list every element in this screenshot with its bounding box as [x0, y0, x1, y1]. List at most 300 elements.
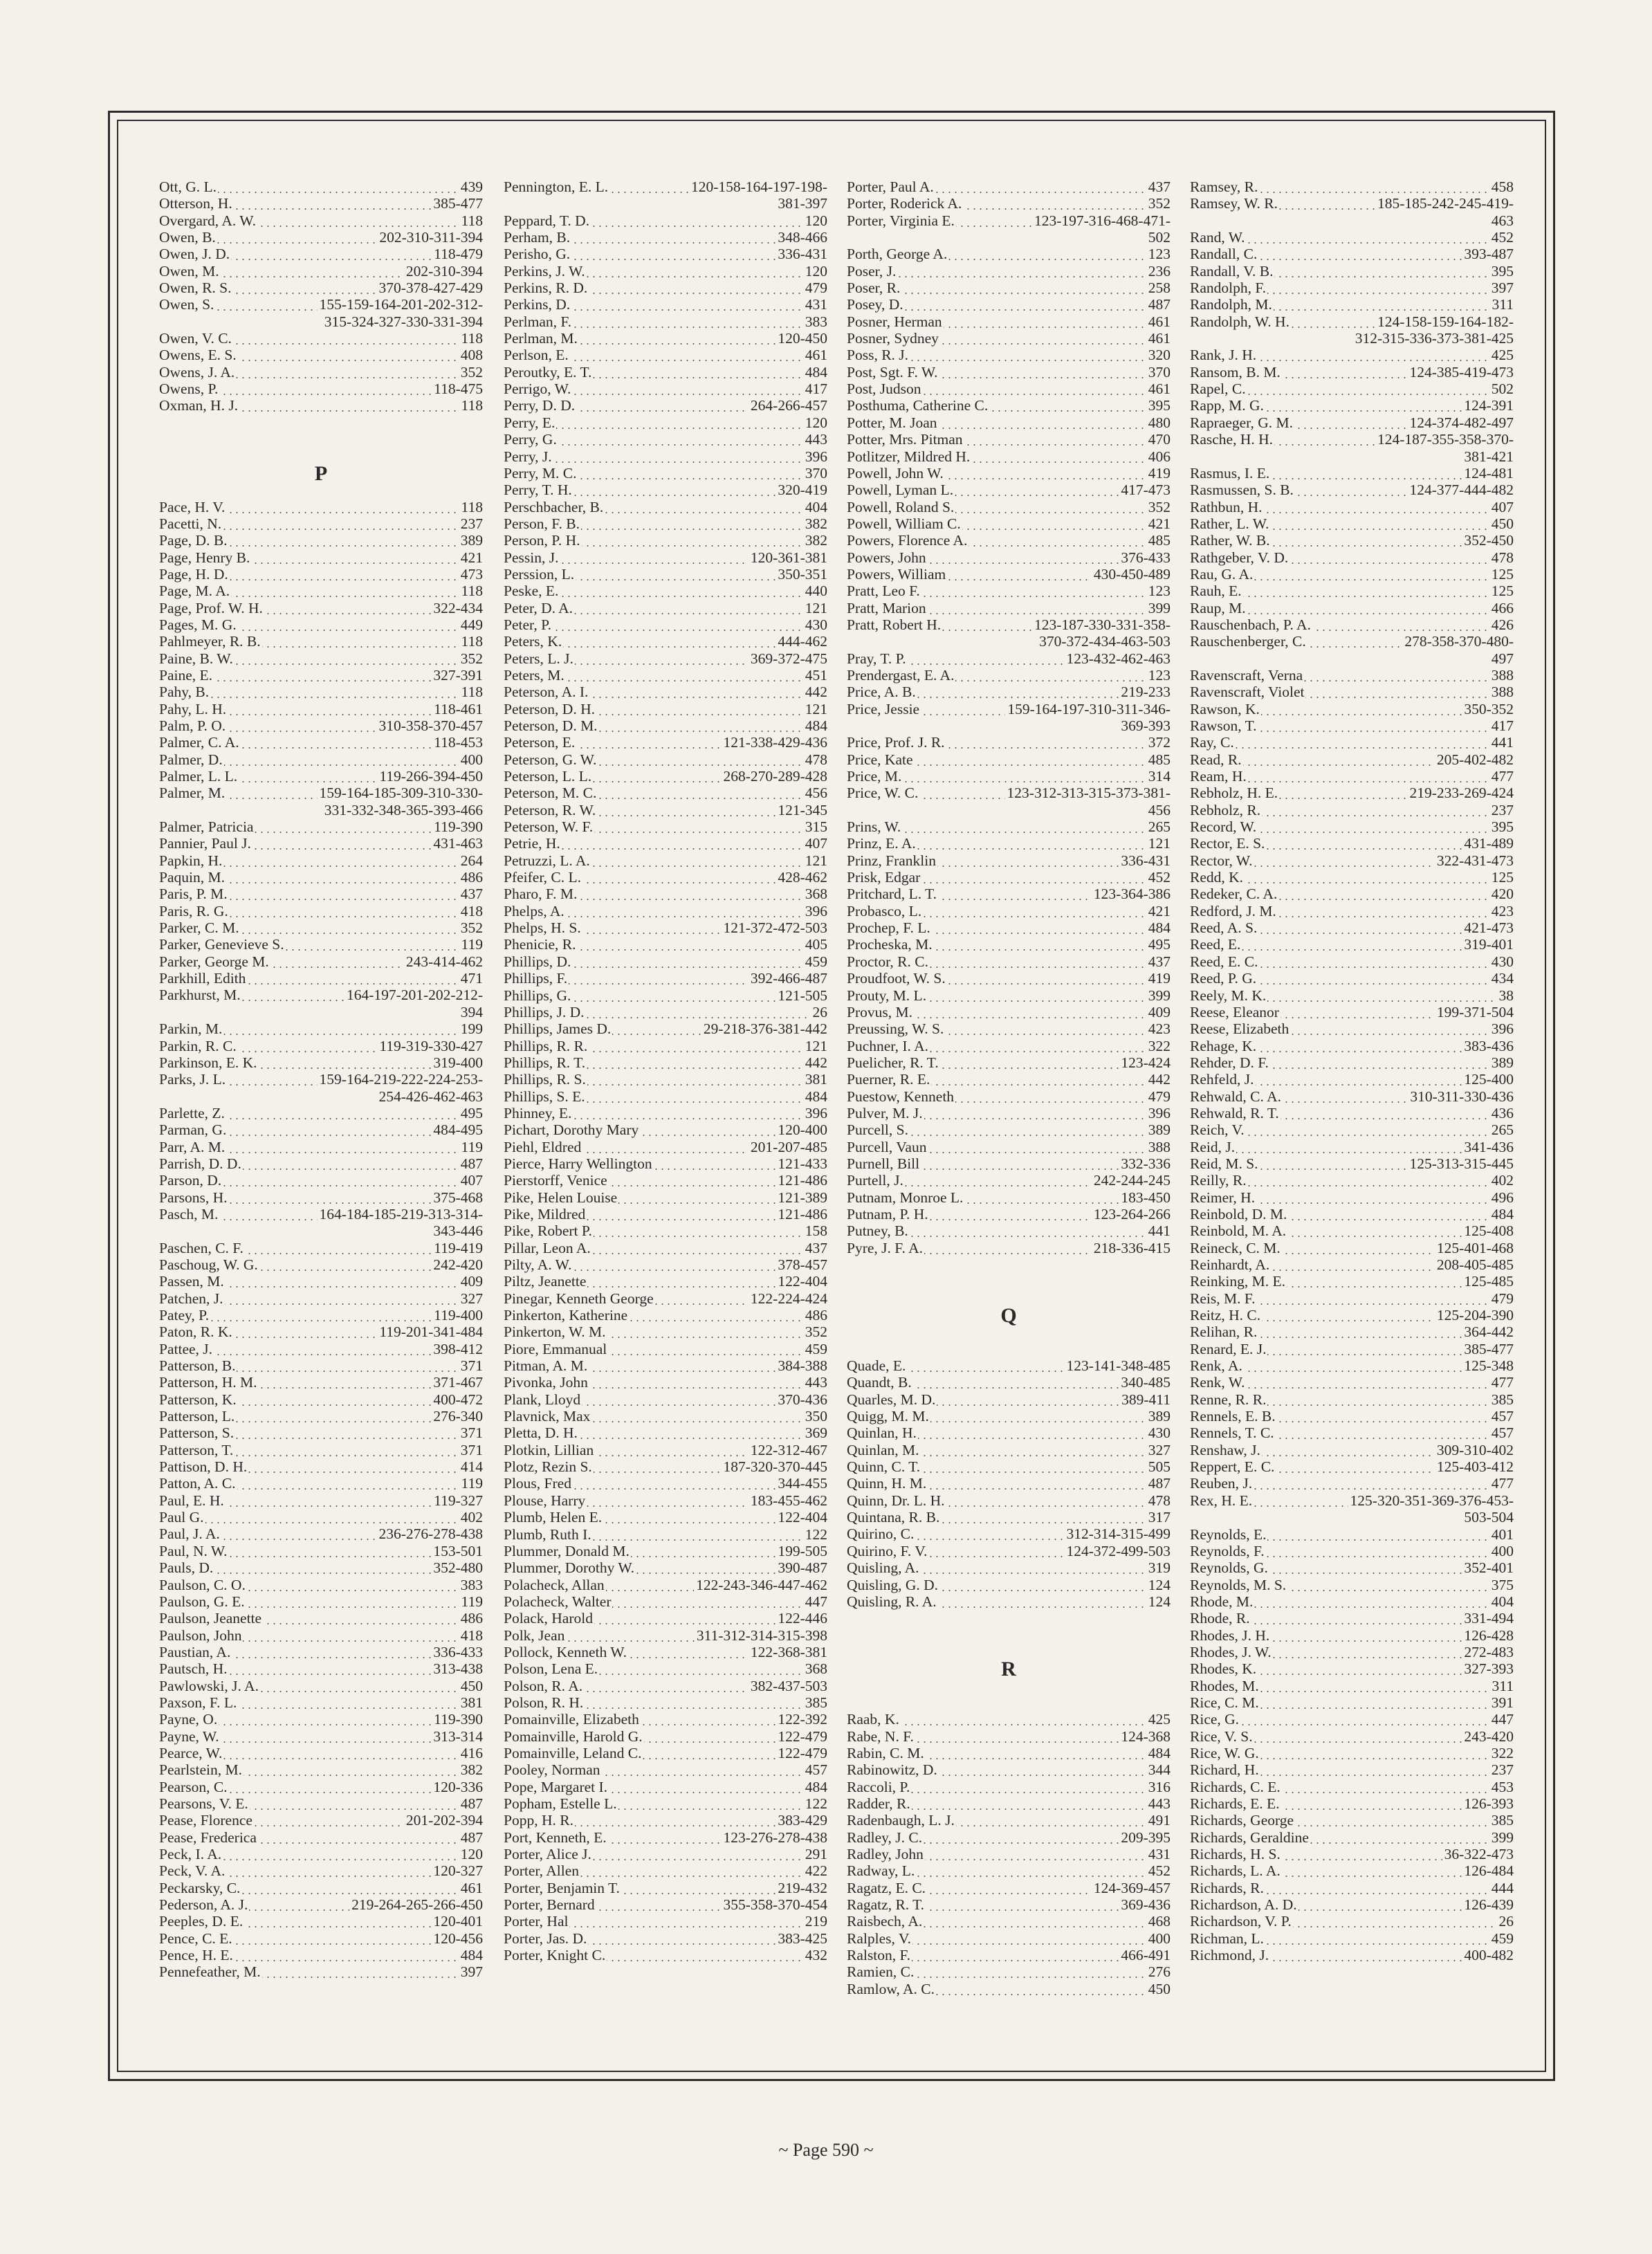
index-entry [504, 717, 827, 734]
index-entry [504, 1020, 827, 1037]
entry-name: Rector, E. S. [1190, 835, 1265, 852]
index-entry [847, 1374, 1171, 1391]
page-references: 119-419 [432, 1240, 483, 1256]
index-entry [847, 515, 1171, 532]
page-references: 395 [1146, 397, 1171, 414]
page-references: 264-266-457 [749, 397, 827, 414]
entry-name: Preussing, W. S. [847, 1020, 944, 1038]
entry-name: Rebholz, H. E. [1190, 785, 1278, 802]
entry-name: Pillar, Leon A. [504, 1239, 591, 1256]
page-references: 382 [803, 532, 827, 549]
index-entry [159, 1020, 483, 1037]
page-references: 450 [459, 1678, 483, 1694]
entry-name: Richards, H. S. [1190, 1846, 1281, 1863]
index-entry [504, 515, 827, 532]
entry-name: Reimer, H. [1190, 1189, 1256, 1206]
index-entry [1190, 1020, 1514, 1037]
index-entry [504, 818, 827, 835]
index-entry [847, 1745, 1171, 1761]
entry-name: Perlson, E. [504, 347, 569, 364]
page-references: 406 [1146, 448, 1171, 465]
page-references: 401 [1489, 1526, 1514, 1543]
page-references: 336-431 [775, 246, 827, 262]
entry-name: Rabinowitz, D. [847, 1761, 937, 1779]
entry-name: Patton, A. C. [159, 1475, 236, 1492]
page-references: 309-310-402 [1435, 1442, 1514, 1458]
page-references: 124-374-482-497 [1408, 414, 1514, 431]
page-references: 120 [803, 263, 827, 280]
page-references: 125 [1489, 566, 1514, 583]
page-references: 395 [1489, 263, 1514, 280]
page-references: 237 [1489, 1761, 1514, 1778]
index-entry [847, 1577, 1171, 1593]
page-references: 407 [803, 835, 827, 852]
index-entry [159, 751, 483, 768]
page-references: 164-197-201-202-212- [345, 987, 483, 1003]
index-entry [1190, 987, 1514, 1004]
index-entry [159, 1105, 483, 1121]
page-references: 441 [1146, 1222, 1171, 1239]
entry-name: Radway, L. [847, 1862, 915, 1880]
index-entry [504, 1458, 827, 1475]
entry-name: Prinz, E. A. [847, 835, 916, 852]
entry-name: Phillips, F. [504, 970, 568, 987]
index-entry [159, 212, 483, 229]
index-entry [504, 1728, 827, 1745]
page-references: 125-320-351-369-376-453- [1348, 1492, 1514, 1509]
index-entry [504, 886, 827, 902]
index-entry [159, 1880, 483, 1896]
entry-name: Raup, M. [1190, 599, 1246, 616]
index-entry [847, 1038, 1171, 1054]
index-entry-continuation: 331-332-348-365-393-466 [324, 801, 483, 818]
index-entry [159, 246, 483, 262]
index-entry [1190, 178, 1514, 195]
page-references: 352-450 [1462, 532, 1514, 549]
page-references: 26 [811, 1004, 828, 1020]
page-references: 122 [803, 1526, 827, 1543]
entry-name: Polack, Harold [504, 1610, 593, 1627]
page-references: 468 [1146, 1913, 1171, 1930]
page-references: 153-501 [431, 1543, 483, 1559]
page-references: 417 [1489, 717, 1514, 734]
entry-name: Paul, J. A. [159, 1525, 220, 1543]
index-entry [847, 499, 1171, 515]
page-references: 432 [803, 1947, 827, 1963]
index-entry [504, 1408, 827, 1424]
index-entry [504, 1189, 827, 1206]
entry-name: Pierce, Harry Wellington [504, 1155, 652, 1172]
page-references: 383-436 [1462, 1038, 1514, 1054]
page-references: 121 [803, 852, 827, 869]
page-references: 495 [1146, 936, 1171, 953]
index-entry [504, 1779, 827, 1795]
index-entry [1190, 1644, 1514, 1660]
page-references: 418 [459, 903, 483, 919]
index-entry [1190, 1930, 1514, 1947]
index-entry [159, 1038, 483, 1054]
page-references: 201-202-394 [404, 1812, 483, 1829]
page-references: 400 [459, 751, 483, 768]
index-entry [504, 1139, 827, 1155]
page-references: 272-483 [1462, 1644, 1514, 1660]
entry-name: Pike, Mildred [504, 1205, 586, 1222]
page-references: 478 [1489, 549, 1514, 566]
page-references: 404 [1489, 1593, 1514, 1610]
index-entry [504, 616, 827, 633]
page-references: 443 [803, 1374, 827, 1391]
page-references: 451 [803, 667, 827, 684]
index-entry [504, 431, 827, 448]
page-references: 370 [803, 465, 827, 482]
entry-name: Porter, Alice J. [504, 1846, 591, 1863]
page-number-footer: ~ Page 590 ~ [778, 2140, 874, 2160]
page-references: 402 [1489, 1172, 1514, 1189]
index-entry [1190, 296, 1514, 313]
entry-name: Radley, John [847, 1845, 924, 1862]
index-entry [159, 1795, 483, 1812]
entry-name: Peck, V. A. [159, 1862, 226, 1880]
index-entry [1190, 1678, 1514, 1694]
index-entry [159, 684, 483, 700]
page-references: 341-436 [1462, 1139, 1514, 1155]
entry-name: Petruzzi, L. A. [504, 852, 590, 869]
index-entry [159, 936, 483, 953]
page-references: 371 [459, 1442, 483, 1458]
page-references: 121-486 [775, 1206, 827, 1222]
entry-name: Pratt, Leo F. [847, 583, 920, 600]
index-entry [159, 1543, 483, 1559]
entry-name: Rawson, T. [1190, 717, 1257, 734]
page-references: 352-401 [1462, 1559, 1514, 1576]
index-entry [159, 1172, 483, 1189]
index-entry-continuation: 503-504 [1464, 1509, 1514, 1526]
entry-name: Rice, W. G. [1190, 1744, 1259, 1761]
entry-name: Reed, E. [1190, 936, 1241, 953]
entry-name: Owen, V. C. [159, 330, 232, 347]
index-entry-continuation: 394 [460, 1003, 483, 1020]
page-references: 219-432 [775, 1880, 827, 1896]
index-entry [159, 1711, 483, 1728]
page-references: 122-392 [775, 1711, 827, 1728]
entry-name: Parker, George M. [159, 953, 269, 970]
page-references: 437 [1146, 178, 1171, 195]
index-entry [1190, 1610, 1514, 1627]
page-references: 164-184-185-219-313-314- [318, 1206, 483, 1222]
entry-name: Ramsey, W. R. [1190, 195, 1278, 212]
entry-name: Plank, Lloyd [504, 1391, 581, 1408]
entry-name: Perrigo, W. [504, 381, 571, 398]
entry-name: Reynolds, M. S. [1190, 1576, 1287, 1593]
page-references: 122-479 [775, 1745, 827, 1761]
page-references: 384-388 [775, 1357, 827, 1374]
page-references: 480 [1146, 414, 1171, 431]
index-entry [159, 280, 483, 296]
entry-name: Quinlan, H. [847, 1424, 917, 1442]
index-entry [504, 1644, 827, 1660]
entry-name: Rauschenbach, P. A. [1190, 616, 1311, 633]
entry-name: Randall, V. B. [1190, 262, 1274, 280]
spacer [847, 1341, 1171, 1357]
entry-name: Quigg, M. M. [847, 1408, 929, 1425]
entry-name: Plouse, Harry [504, 1492, 586, 1509]
index-entry [847, 1829, 1171, 1846]
index-entry [504, 397, 827, 414]
index-column-4 [1190, 178, 1514, 1963]
page-references: 414 [459, 1458, 483, 1475]
entry-name: Rawson, K. [1190, 700, 1260, 717]
index-entry [504, 1577, 827, 1593]
index-entry [847, 768, 1171, 785]
entry-name: Pages, M. G. [159, 616, 237, 633]
index-entry [159, 347, 483, 363]
entry-name: Owen, M. [159, 262, 219, 280]
page-references: 332-336 [1119, 1155, 1171, 1172]
entry-name: Quinn, Dr. L. H. [847, 1492, 945, 1509]
index-entry [1190, 1779, 1514, 1795]
entry-name: Rapraeger, G. M. [1190, 414, 1293, 431]
page-references: 375-468 [431, 1189, 483, 1206]
entry-name: Quandt, B. [847, 1374, 912, 1391]
page-references: 449 [459, 616, 483, 633]
entry-name: Pritchard, L. T. [847, 886, 937, 903]
entry-name: Otterson, H. [159, 195, 232, 212]
index-entry [504, 650, 827, 667]
page-references: 121 [803, 600, 827, 616]
index-entry [847, 818, 1171, 835]
entry-name: Powers, William [847, 565, 946, 583]
page-references: 383-429 [775, 1812, 827, 1829]
index-entry [504, 1947, 827, 1963]
page-references: 370 [1146, 364, 1171, 381]
page-references: 124-368 [1119, 1728, 1171, 1745]
index-entry [847, 936, 1171, 953]
entry-name: Richards, George [1190, 1812, 1294, 1829]
page-references: 121 [1146, 835, 1171, 852]
index-entry [847, 414, 1171, 431]
entry-name: Pilty, A. W. [504, 1256, 572, 1273]
index-entry [1190, 768, 1514, 785]
page-references: 381 [803, 1071, 827, 1088]
entry-name: Papkin, H. [159, 852, 223, 869]
page-references: 421-473 [1462, 919, 1514, 936]
index-entry [159, 1155, 483, 1172]
entry-name: Peters, M. [504, 666, 565, 684]
page-references: 125-313-315-445 [1408, 1155, 1514, 1172]
index-entry [847, 1593, 1171, 1610]
page-references: 124-377-444-482 [1408, 482, 1514, 498]
page-references: 276-340 [431, 1408, 483, 1424]
index-entry [1190, 414, 1514, 431]
entry-name: Price, Kate [847, 751, 913, 768]
page-references: 159-164-197-310-311-346- [1005, 701, 1171, 717]
entry-name: Pence, C. E. [159, 1930, 232, 1947]
index-entry [847, 1458, 1171, 1475]
page-references: 125-401-468 [1435, 1240, 1514, 1256]
page-references: 400-482 [1462, 1947, 1514, 1963]
entry-name: Quarles, M. D. [847, 1391, 936, 1408]
entry-name: Plumb, Ruth I. [504, 1525, 591, 1543]
entry-name: Phillips, R. T. [504, 1054, 586, 1071]
index-entry [159, 1290, 483, 1307]
entry-name: Porter, Knight C. [504, 1947, 606, 1964]
index-entry [504, 970, 827, 987]
index-entry [504, 1812, 827, 1829]
index-entry [847, 785, 1171, 801]
page-references: 471 [459, 970, 483, 987]
index-entry [847, 1728, 1171, 1745]
page-references: 505 [1146, 1458, 1171, 1475]
page-references: 391 [1489, 1694, 1514, 1711]
entry-name: Reynolds, G. [1190, 1559, 1268, 1577]
page-references: 319 [1146, 1559, 1171, 1576]
index-entry-continuation: 369-393 [1121, 717, 1171, 734]
entry-name: Rebholz, R. [1190, 801, 1261, 818]
entry-name: Reese, Elizabeth [1190, 1020, 1290, 1038]
entry-name: Pichart, Dorothy Mary [504, 1121, 639, 1139]
index-entry [159, 852, 483, 869]
page-references: 348-466 [775, 229, 827, 246]
page-references: 419 [1146, 970, 1171, 987]
index-entry [504, 1862, 827, 1879]
index-entry [847, 178, 1171, 195]
page-references: 371 [459, 1424, 483, 1441]
page-references: 327 [1146, 1442, 1171, 1458]
page-references: 479 [1146, 1088, 1171, 1105]
page-references: 219 [803, 1913, 827, 1930]
page-references: 371 [459, 1357, 483, 1374]
page-references: 201-207-485 [749, 1139, 827, 1155]
index-entry [504, 549, 827, 566]
index-entry [1190, 1660, 1514, 1677]
index-entry [504, 296, 827, 313]
page-references: 120-450 [775, 330, 827, 347]
page-references: 458 [1489, 178, 1514, 195]
index-entry [504, 566, 827, 583]
index-entry [1190, 667, 1514, 684]
index-entry [504, 414, 827, 431]
entry-name: Rehwald, R. T. [1190, 1104, 1279, 1121]
page-references: 369-436 [1119, 1896, 1171, 1913]
page-references: 125-485 [1462, 1273, 1514, 1290]
page-references: 322 [1489, 1745, 1514, 1761]
page-references: 124-372-499-503 [1065, 1543, 1171, 1559]
index-entry [159, 1694, 483, 1711]
page-references: 320 [1146, 347, 1171, 363]
entry-name: Rehder, D. F. [1190, 1054, 1269, 1071]
spacer [847, 1610, 1171, 1644]
page-references: 313-438 [431, 1660, 483, 1677]
entry-name: Pike, Helen Louise [504, 1189, 618, 1206]
entry-name: Richards, R. [1190, 1879, 1264, 1896]
entry-name: Posner, Herman [847, 313, 942, 330]
entry-name: Ravenscraft, Verna [1190, 666, 1303, 684]
page-references: 405 [803, 936, 827, 953]
page-references: 421 [1146, 903, 1171, 919]
entry-name: Popham, Estelle L. [504, 1795, 617, 1812]
entry-name: Poss, R. J. [847, 347, 909, 364]
entry-name: Reuben, J. [1190, 1475, 1253, 1492]
index-entry [504, 1071, 827, 1088]
index-entry [1190, 936, 1514, 953]
page-references: 118 [459, 330, 483, 347]
entry-name: Perkins, D. [504, 296, 571, 313]
index-entry [159, 701, 483, 717]
entry-name: Paquin, M. [159, 869, 225, 886]
page-references: 426 [1489, 616, 1514, 633]
index-entry [847, 1711, 1171, 1728]
entry-name: Parsons, H. [159, 1189, 228, 1206]
entry-name: Ravenscraft, Violet [1190, 684, 1305, 701]
page-references: 459 [1489, 1930, 1514, 1947]
entry-name: Pike, Robert P. [504, 1222, 592, 1240]
page-references: 396 [1489, 1020, 1514, 1037]
entry-name: Perlman, F. [504, 313, 572, 330]
page-references: 487 [459, 1829, 483, 1846]
entry-name: Porter, Roderick A. [847, 195, 962, 212]
entry-name: Reis, M. F. [1190, 1290, 1256, 1307]
page-references: 385 [803, 1694, 827, 1711]
index-entry [847, 1880, 1171, 1896]
page-references: 352 [803, 1323, 827, 1340]
entry-name: Ralples, V. [847, 1930, 911, 1947]
index-entry [504, 768, 827, 785]
entry-name: Rhodes, M. [1190, 1677, 1259, 1694]
entry-name: Ramien, C. [847, 1963, 915, 1981]
page-references: 370-436 [775, 1391, 827, 1408]
entry-name: Paxson, F. L. [159, 1694, 237, 1711]
index-entry [159, 734, 483, 751]
entry-name: Pauls, D. [159, 1559, 214, 1577]
page-references: 440 [803, 583, 827, 599]
entry-name: Quisling, A. [847, 1559, 919, 1577]
entry-name: Palmer, D. [159, 751, 223, 768]
index-entry [159, 1610, 483, 1627]
entry-name: Rasmussen, S. B. [1190, 482, 1294, 499]
page-references: 243-420 [1462, 1728, 1514, 1745]
index-entry [1190, 1172, 1514, 1189]
entry-name: Peterson, E. [504, 734, 576, 751]
index-entry [159, 499, 483, 515]
entry-name: Rauschenberger, C. [1190, 633, 1306, 650]
index-entry [504, 684, 827, 700]
index-entry [847, 1105, 1171, 1121]
index-entry [847, 246, 1171, 262]
page-references: 484 [1146, 919, 1171, 936]
index-entry [504, 701, 827, 717]
entry-name: Reilly, R. [1190, 1172, 1247, 1189]
entry-name: Richardson, V. P. [1190, 1913, 1292, 1930]
page-references: 484 [1146, 1745, 1171, 1761]
page-references: 430 [803, 616, 827, 633]
index-entry [504, 1307, 827, 1323]
entry-name: Palm, P. O. [159, 717, 226, 734]
entry-name: Richmond, J. [1190, 1947, 1269, 1964]
index-entry [504, 835, 827, 852]
page-references: 126-393 [1462, 1795, 1514, 1812]
page-references: 327 [459, 1290, 483, 1307]
index-entry [504, 1559, 827, 1576]
page-references: 437 [459, 886, 483, 902]
index-entry [159, 195, 483, 212]
index-entry [1190, 1004, 1514, 1020]
page-references: 320-419 [775, 482, 827, 498]
entry-name: Pomainville, Leland C. [504, 1744, 642, 1761]
index-entry [159, 515, 483, 532]
index-entry [504, 1256, 827, 1273]
page-references: 409 [1146, 1004, 1171, 1020]
entry-name: Ramsey, R. [1190, 178, 1258, 195]
